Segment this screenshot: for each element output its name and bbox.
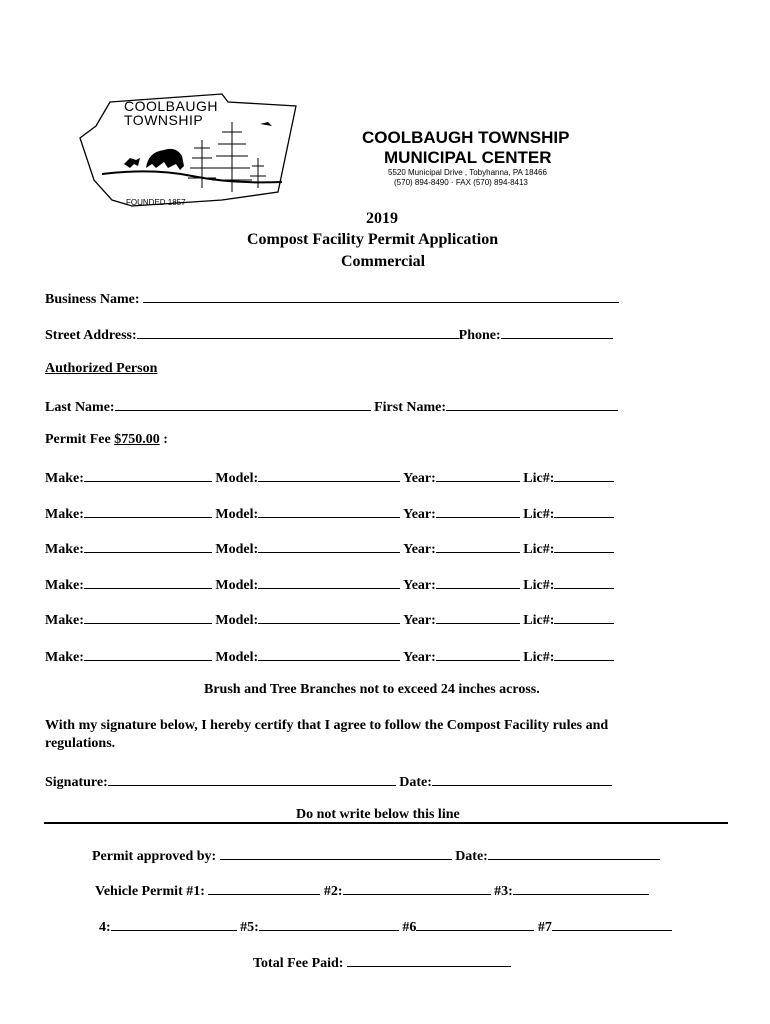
certify-line-2: regulations. — [45, 736, 116, 751]
header-title-1: COOLBAUGH TOWNSHIP — [362, 128, 570, 147]
lic-label: Lic#: — [523, 650, 555, 665]
branch-size-note: Brush and Tree Branches not to exceed 24 inches across. — [204, 682, 540, 697]
signature-row — [45, 772, 612, 791]
vehicle-row — [45, 647, 614, 666]
vehicle-permit-2-field[interactable] — [343, 881, 491, 895]
model-label: Model: — [215, 542, 259, 557]
logo-line2: TOWNSHIP — [124, 112, 204, 128]
lic-field[interactable] — [554, 610, 614, 624]
vehicle-permit-2-label: #2: — [323, 884, 343, 899]
make-label: Make: — [45, 578, 84, 593]
year-field[interactable] — [436, 504, 520, 518]
model-field[interactable] — [258, 468, 400, 482]
total-fee-row — [253, 953, 511, 972]
vehicle-row — [45, 610, 614, 629]
phone-label: Phone: — [458, 328, 501, 343]
year-label: Year: — [403, 507, 436, 522]
model-label: Model: — [215, 471, 259, 486]
lic-label: Lic#: — [523, 471, 555, 486]
vehicle-permit-row-1 — [95, 881, 649, 900]
vehicle-permit-1-field[interactable] — [208, 881, 320, 895]
model-label: Model: — [215, 578, 259, 593]
lic-label: Lic#: — [523, 578, 555, 593]
make-label: Make: — [45, 542, 84, 557]
signature-label: Signature: — [45, 775, 108, 790]
lic-field[interactable] — [554, 468, 614, 482]
total-fee-field[interactable] — [347, 953, 511, 967]
first-name-field[interactable] — [446, 397, 618, 411]
make-field[interactable] — [84, 539, 212, 553]
vehicle-permit-7-field[interactable] — [552, 917, 672, 931]
model-label: Model: — [215, 613, 259, 628]
make-label: Make: — [45, 613, 84, 628]
lic-label: Lic#: — [523, 507, 555, 522]
header-phone: (570) 894-8490 · FAX (570) 894-8413 — [394, 178, 528, 187]
vehicle-row — [45, 575, 614, 594]
logo-line1: COOLBAUGH — [124, 98, 218, 114]
make-field[interactable] — [84, 504, 212, 518]
signature-date-field[interactable] — [432, 772, 612, 786]
vehicle-permit-3-field[interactable] — [513, 881, 649, 895]
year-field[interactable] — [436, 468, 520, 482]
vehicle-permit-1-label: Vehicle Permit #1: — [95, 884, 205, 899]
vehicle-permit-5-label: #5: — [240, 920, 259, 935]
vehicle-permit-4-label: 4: — [99, 920, 111, 935]
business-name-label: Business Name: — [45, 292, 140, 307]
approved-by-row — [92, 846, 660, 865]
vehicle-permit-4-field[interactable] — [111, 917, 237, 931]
year-label: Year: — [403, 471, 436, 486]
lic-label: Lic#: — [523, 613, 555, 628]
year-label: Year: — [403, 613, 436, 628]
header-address: 5520 Municipal Drive , Tobyhanna, PA 18466 — [388, 168, 547, 177]
model-field[interactable] — [258, 504, 400, 518]
make-label: Make: — [45, 507, 84, 522]
model-field[interactable] — [258, 647, 400, 661]
certify-line-1: With my signature below, I hereby certify that I agree to follow the Compost Facility rules and — [45, 718, 609, 733]
vehicle-row — [45, 468, 614, 487]
vehicle-row — [45, 539, 614, 558]
business-name-row — [45, 289, 619, 308]
authorized-person-heading: Authorized Person — [45, 361, 158, 376]
street-address-label: Street Address: — [45, 328, 137, 343]
vehicle-permit-row-2 — [99, 917, 672, 936]
year-field[interactable] — [436, 610, 520, 624]
model-label: Model: — [215, 507, 259, 522]
make-label: Make: — [45, 471, 84, 486]
permit-fee-amount: $750.00 — [114, 432, 160, 447]
lic-field[interactable] — [554, 504, 614, 518]
first-name-label: First Name: — [374, 400, 447, 415]
make-field[interactable] — [84, 610, 212, 624]
year-field[interactable] — [436, 575, 520, 589]
do-not-write-label: Do not write below this line — [296, 807, 460, 822]
vehicle-permit-6-field[interactable] — [416, 917, 534, 931]
year-label: Year: — [403, 578, 436, 593]
lic-field[interactable] — [554, 539, 614, 553]
year-label: Year: — [403, 650, 436, 665]
permit-fee-label: Permit Fee — [45, 432, 111, 447]
township-logo — [72, 88, 312, 220]
year-field[interactable] — [436, 539, 520, 553]
business-name-field[interactable] — [143, 289, 619, 303]
vehicle-permit-7-label: #7 — [537, 920, 552, 935]
model-field[interactable] — [258, 610, 400, 624]
street-address-row — [45, 325, 613, 344]
signature-field[interactable] — [108, 772, 396, 786]
lic-label: Lic#: — [523, 542, 555, 557]
total-fee-label: Total Fee Paid: — [253, 956, 344, 971]
approved-date-field[interactable] — [488, 846, 660, 860]
vehicle-permit-3-label: #3: — [494, 884, 513, 899]
phone-field[interactable] — [501, 325, 613, 339]
office-use-divider — [44, 822, 728, 824]
header-title-2: MUNICIPAL CENTER — [384, 148, 552, 167]
model-label: Model: — [215, 650, 259, 665]
vehicle-row — [45, 504, 614, 523]
logo-founded: FOUNDED 1857 — [126, 198, 186, 207]
permit-fee-colon: : — [159, 432, 168, 447]
year-field[interactable] — [436, 647, 520, 661]
model-field[interactable] — [258, 575, 400, 589]
make-label: Make: — [45, 650, 84, 665]
approved-by-label: Permit approved by: — [92, 849, 217, 864]
name-row — [45, 397, 618, 416]
signature-date-label: Date: — [399, 775, 432, 790]
form-year: 2019 — [366, 210, 398, 227]
approved-by-field[interactable] — [220, 846, 452, 860]
permit-fee-row — [45, 432, 168, 448]
vehicle-permit-6-label: #6 — [402, 920, 417, 935]
last-name-field[interactable] — [115, 397, 371, 411]
vehicle-permit-5-field[interactable] — [259, 917, 399, 931]
form-title: Compost Facility Permit Application — [247, 231, 499, 248]
model-field[interactable] — [258, 539, 400, 553]
lic-field[interactable] — [554, 575, 614, 589]
approved-date-label: Date: — [455, 849, 488, 864]
make-field[interactable] — [84, 575, 212, 589]
make-field[interactable] — [84, 468, 212, 482]
street-address-field[interactable] — [137, 325, 459, 339]
form-subtitle: Commercial — [341, 253, 426, 270]
last-name-label: Last Name: — [45, 400, 115, 415]
lic-field[interactable] — [554, 647, 614, 661]
make-field[interactable] — [84, 647, 212, 661]
year-label: Year: — [403, 542, 436, 557]
